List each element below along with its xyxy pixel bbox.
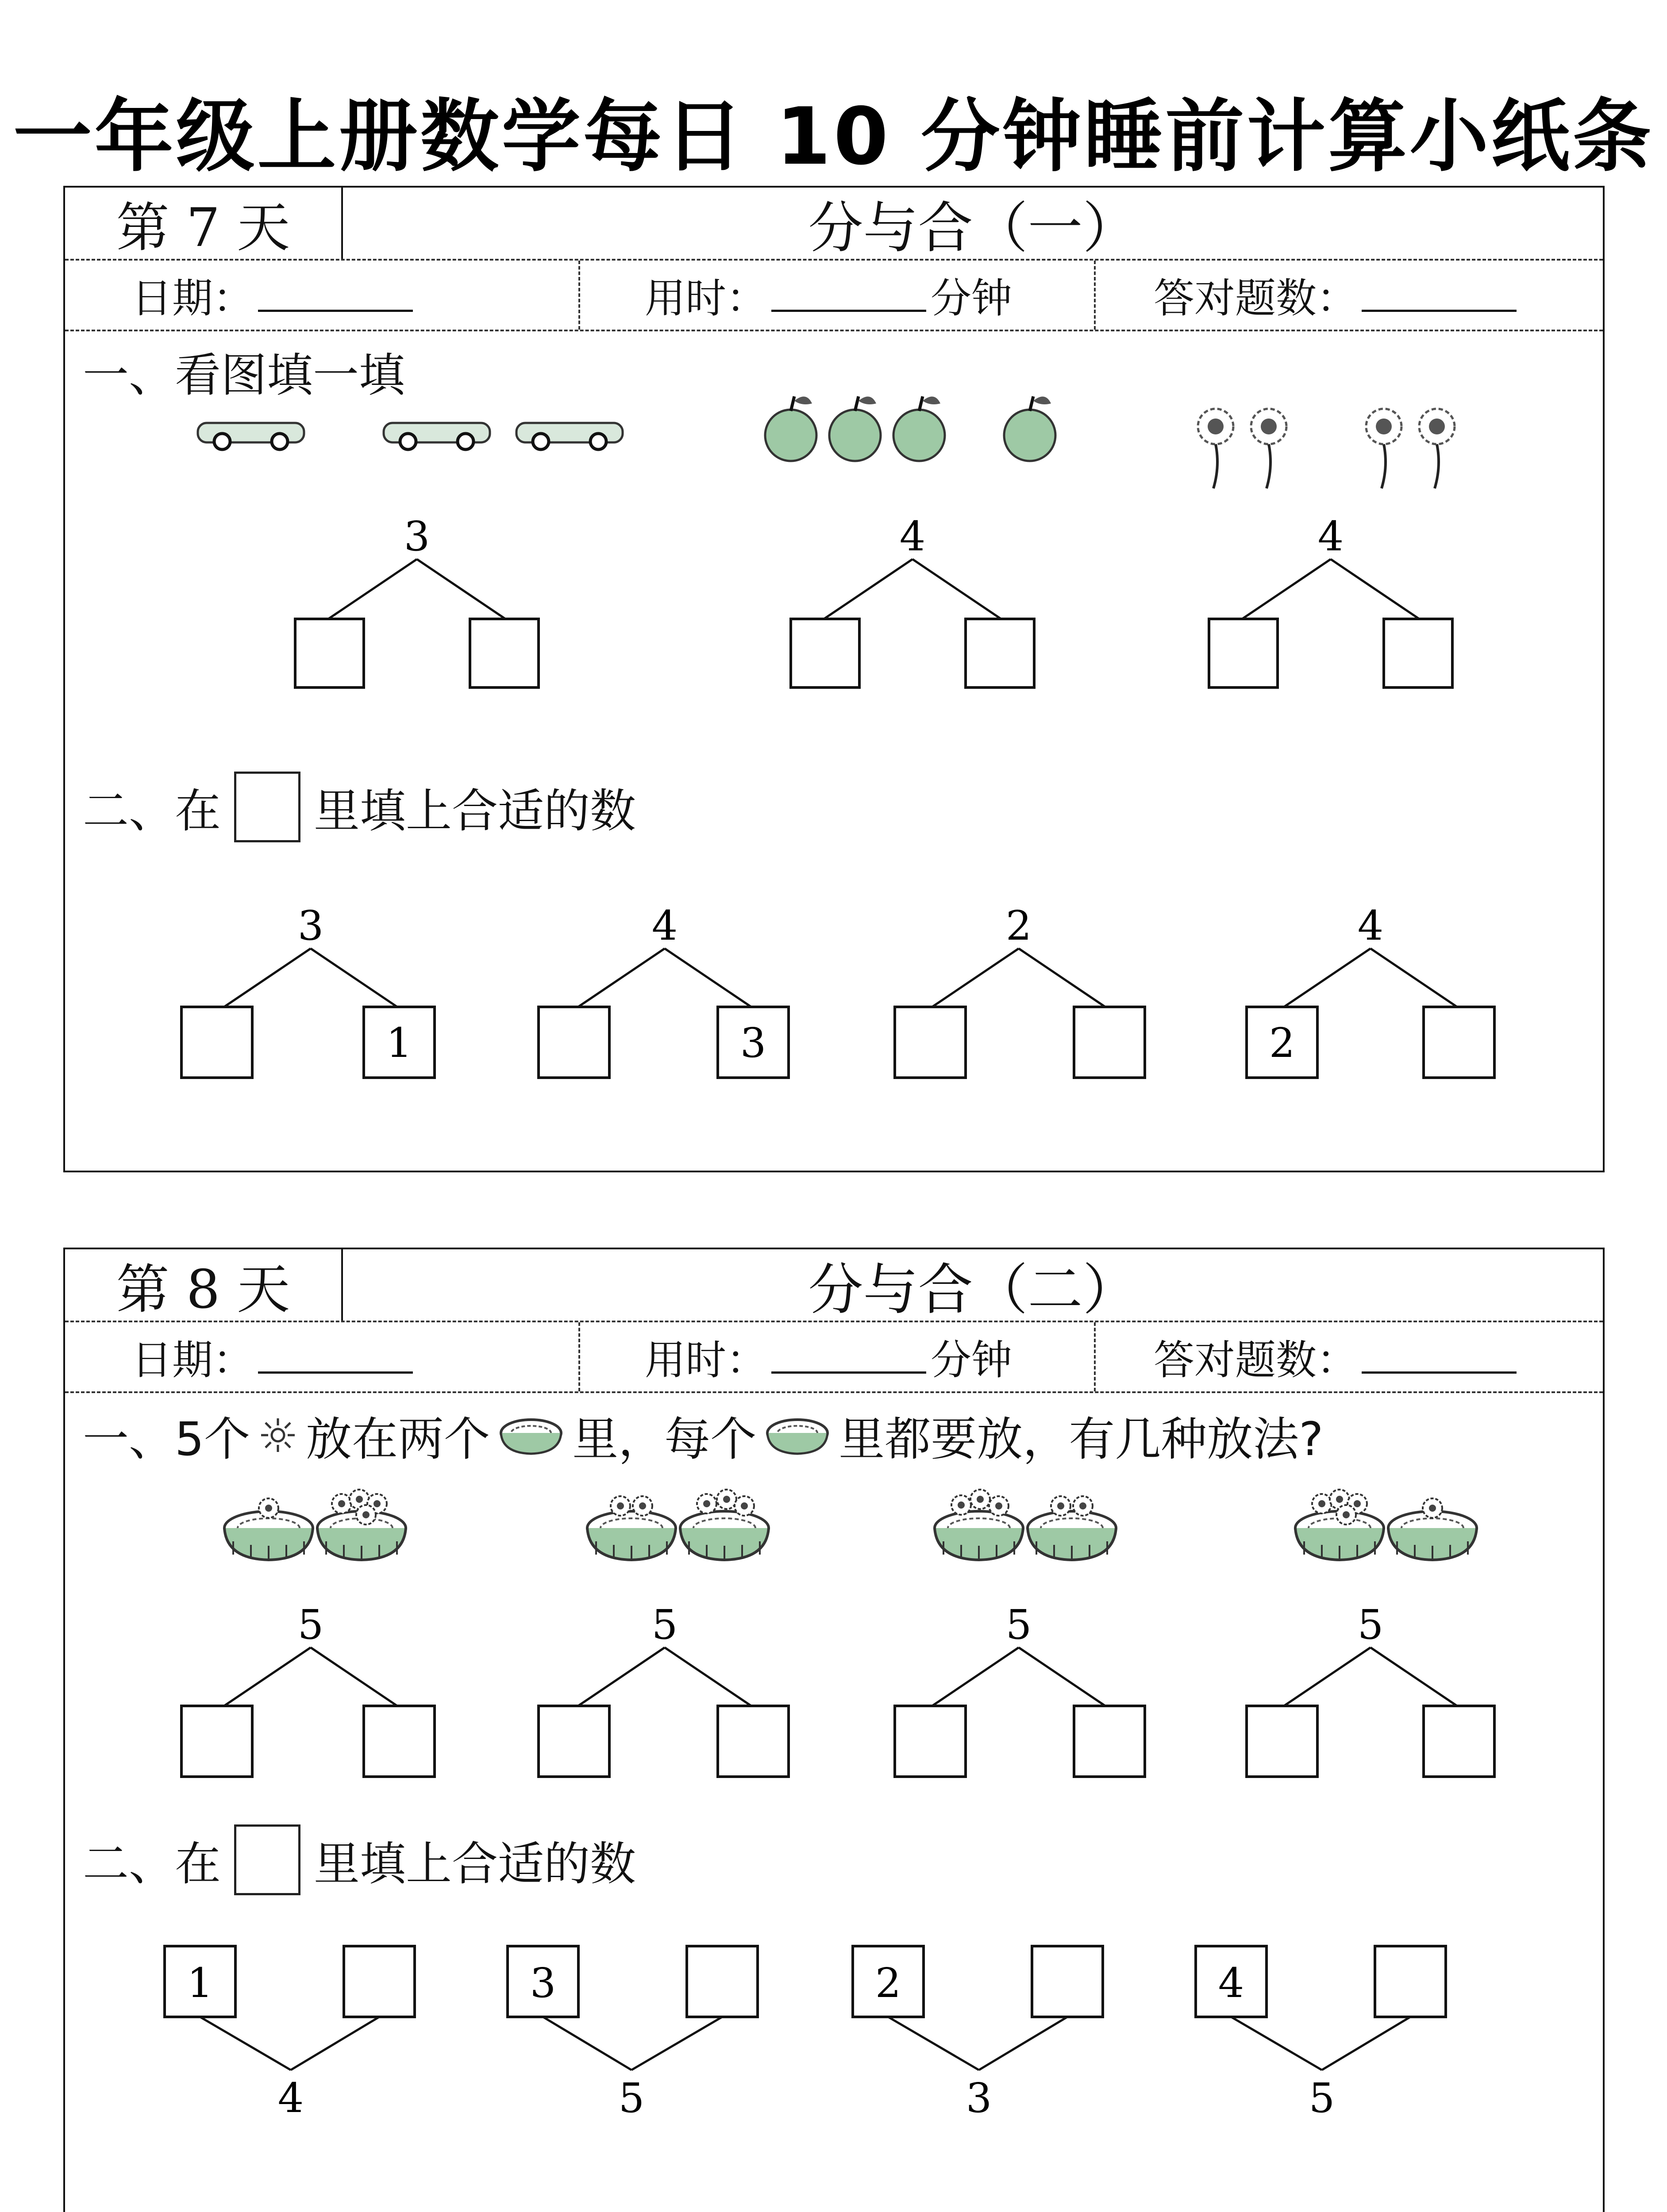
tree-total: 3 [966,2074,992,2122]
page-title: 一年级上册数学每日 10 分钟睡前计算小纸条 [13,91,1654,182]
correct-label: 答对题数： [1154,1336,1358,1384]
apple-icon [1004,396,1055,461]
flower-icon [735,1496,754,1516]
answer-box[interactable] [1074,1007,1145,1078]
tree-total: 5 [651,1601,678,1648]
flower-icon [1312,1494,1332,1513]
merge-tree [1196,1946,1446,2122]
basket-pair [587,1490,769,1560]
split-tree [539,1601,789,1777]
split-tree [1209,513,1452,687]
given-number: 3 [530,1959,556,2007]
section2-prefix: 二、在 [83,784,221,838]
answer-box[interactable] [470,619,539,687]
tree-total: 4 [1317,513,1344,560]
tree-total: 5 [297,1601,324,1648]
basket-icon [1028,1511,1116,1560]
split-tree [791,513,1034,687]
apple-icon [765,396,816,461]
topic-title: 分与合（二） [808,1258,1138,1322]
answer-box[interactable] [1032,1946,1103,2017]
answer-box[interactable] [539,1007,609,1078]
time-label: 用时： [645,1336,767,1384]
question-text: 里，每个 [572,1412,757,1466]
tree-total: 4 [1357,902,1384,949]
worksheet-day8 [63,1248,1605,2212]
flower-icon [332,1494,351,1513]
flower-picture-group [1198,409,1455,488]
question-text: 一、5个 [83,1412,250,1466]
given-number: 3 [740,1019,766,1067]
section2-title [83,1824,636,1895]
tree-total: 4 [277,2074,304,2122]
day-label: 第 7 天 [65,188,343,259]
basket-icon [935,1511,1023,1560]
apple-icon [829,396,881,461]
split-tree [539,902,789,1078]
answer-box[interactable] [1074,1706,1145,1777]
answer-box[interactable] [181,1007,252,1078]
basket-pair [1295,1490,1477,1560]
tree-total: 3 [297,902,324,949]
answer-box[interactable] [1384,619,1452,687]
time-label: 用时： [645,275,767,322]
blank-box-icon [234,1824,300,1895]
basket-pair [224,1490,406,1560]
flower-icon [259,1498,278,1518]
car-icon [198,423,304,449]
apple-icon [893,396,945,461]
question-text: 放在两个 [306,1412,490,1466]
merge-tree [508,1946,758,2122]
split-tree [895,1601,1145,1777]
car-icon [384,423,490,449]
day8-exercises [65,1249,1603,2212]
given-number: 4 [1218,1959,1244,2007]
given-number: 2 [875,1959,901,2007]
blank-box-icon [234,772,300,842]
tree-total: 4 [651,902,678,949]
topic-title: 分与合（一） [808,196,1138,260]
split-tree [181,902,435,1078]
tree-total: 5 [1309,2074,1335,2122]
answer-box[interactable] [1247,1706,1317,1777]
day7-exercises [65,188,1603,1171]
given-number: 1 [187,1959,213,2007]
day-label: 第 8 天 [65,1249,343,1321]
worksheet-day7 [63,186,1605,1172]
answer-box[interactable] [344,1946,415,2017]
merge-tree [853,1946,1103,2122]
car-picture-group [198,423,623,449]
time-unit: 分钟 [931,275,1013,322]
split-tree [1247,902,1494,1078]
basket-pair [935,1490,1116,1560]
flower-icon [989,1496,1009,1516]
section1-title: 一、看图填一填 [83,348,405,402]
basket-icon [680,1511,769,1560]
flower-icon [717,1490,736,1509]
section2-suffix: 里填上合适的数 [314,1837,636,1891]
date-label: 日期： [131,275,254,322]
answer-box[interactable] [895,1007,966,1078]
answer-box[interactable] [181,1706,252,1777]
merge-tree [165,1946,415,2122]
flower-icon [1336,1505,1356,1525]
car-icon [516,423,623,449]
apple-picture-group [765,396,1055,461]
answer-box[interactable] [1424,1706,1494,1777]
tree-total: 2 [1005,902,1032,949]
basket-icon [587,1511,676,1560]
tree-total: 5 [1357,1601,1384,1648]
split-tree [895,902,1145,1078]
flower-icon [970,1490,990,1509]
answer-box[interactable] [1424,1007,1494,1078]
flower-icon [356,1505,376,1525]
answer-box[interactable] [966,619,1034,687]
question-text: 里都要放，有几种放法? [839,1412,1324,1466]
answer-box[interactable] [1375,1946,1446,2017]
time-unit: 分钟 [931,1336,1013,1384]
flower-icon [633,1496,652,1516]
flower-icon [1051,1496,1070,1516]
answer-box[interactable] [718,1706,789,1777]
answer-box[interactable] [1209,619,1278,687]
flower-icon [1251,409,1286,488]
section2-prefix: 二、在 [83,1837,221,1891]
flower-icon [611,1496,630,1516]
date-label: 日期： [131,1336,254,1384]
answer-box[interactable] [791,619,859,687]
answer-box[interactable] [295,619,364,687]
split-tree [181,1601,435,1777]
flower-icon [951,1495,971,1515]
flower-icon [1073,1496,1093,1516]
given-number: 2 [1269,1019,1295,1067]
split-tree [1247,1601,1494,1777]
split-tree [295,513,539,687]
answer-box[interactable] [687,1946,758,2017]
answer-box[interactable] [539,1706,609,1777]
answer-box[interactable] [895,1706,966,1777]
flower-icon [1423,1498,1442,1518]
flower-icon [697,1494,716,1513]
flower-icon [1198,409,1233,488]
correct-label: 答对题数： [1154,275,1358,322]
tree-total: 5 [618,2074,645,2122]
given-number: 1 [386,1019,412,1067]
tree-total: 4 [899,513,926,560]
answer-box[interactable] [364,1706,435,1777]
flower-icon [1419,409,1455,488]
section2-title [83,772,636,842]
flower-icon [1366,409,1401,488]
section2-suffix: 里填上合适的数 [314,784,636,838]
tree-total: 3 [404,513,430,560]
tree-total: 5 [1005,1601,1032,1648]
